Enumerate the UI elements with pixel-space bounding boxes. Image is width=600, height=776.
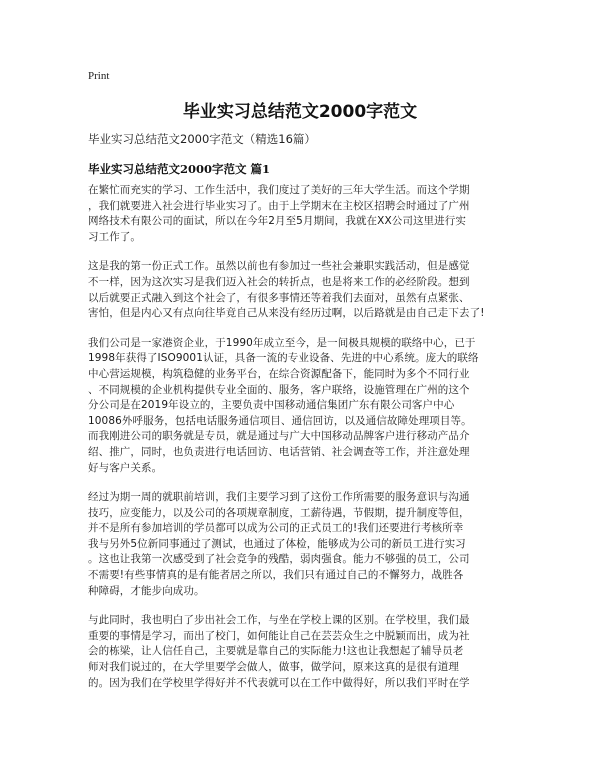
text-line: 1998年获得了ISO9001认证，具备一流的专业设备、先进的中心系统。庞大的联络 (88, 352, 479, 365)
document-subtitle: 毕业实习总结范文2000字范文（精选16篇） (88, 132, 316, 146)
paragraph-2 (88, 259, 514, 321)
text-line: ，我们就要进入社会进行毕业实习了。由于上学期末在主校区招聘会时通过了广州 (88, 199, 470, 212)
text-line: 并不是所有参加培训的学员都可以成为公司的正式员工的!我们还要进行考核所幸 (88, 522, 464, 535)
text-line: 10086外呼服务，包括电话服务通信项目、通信回访，以及通信故障处理项目等。 (88, 414, 472, 427)
paragraph-3 (88, 336, 514, 476)
text-line: 与此同时，我也明白了步出社会工作，与坐在学校上课的区别。在学校里，我们最 (88, 614, 470, 627)
text-line: 中心营运规模，构筑稳健的业务平台，在综合资源配备下，能同时为多个不同行业 (88, 367, 470, 380)
text-line: 在繁忙而充实的学习、工作生活中，我们度过了美好的三年大学生活。而这个学期 (88, 184, 470, 196)
text-line: 技巧，应变能力，以及公司的各项规章制度，工薪待遇，节假期，提升制度等但， (88, 506, 470, 519)
text-line: 经过为期一周的就职前培训，我们主要学习到了这份工作所需要的服务意识与沟通 (88, 491, 470, 504)
text-line: 分公司是在2019年设立的，主要负责中国移动通信集团广东有限公司客户中心 (88, 399, 455, 412)
text-line: 网络技术有限公司的面试，所以在今年2月至5月期间，我就在XX公司这里进行实 (88, 215, 466, 228)
article-body (88, 183, 514, 705)
text-line: 以后就要正式融入到这个社会了，有很多事情还等着我们去面对，虽然有点紧张、 (88, 291, 470, 304)
text-line: 种障碍，才能步向成功。 (88, 584, 205, 597)
text-line: 而我刚进公司的职务就是专员，就是通过与广大中国移动品牌客户进行移动产品介 (88, 430, 470, 443)
text-line: 会的栋梁，让人信任自己，主要就是靠自己的实际能力!这也让我想起了辅导员老 (88, 645, 464, 658)
text-line: 重要的事情是学习，而出了校门，如何能让自己在芸芸众生之中脱颖而出，成为社 (88, 629, 470, 642)
paragraph-4 (88, 490, 514, 599)
paragraph-5 (88, 613, 514, 691)
text-line: 绍、推广，同时，也负责进行电话回访、电话营销、社会调查等工作，并注意处理 (88, 445, 470, 458)
text-line: 、不同规模的企业机构提供专业全面的、服务，客户联络，设施管理在广州的这个 (88, 383, 470, 396)
text-line: 害怕，但是内心又有点向往毕竟自己从来没有经历过啊，以后路就是由自己走下去了! (88, 307, 485, 320)
document-title: 毕业实习总结范文2000字范文 (182, 102, 418, 122)
text-line: 好与客户关系。 (88, 461, 163, 474)
text-line: 我们公司是一家港资企业，于1990年成立至今，是一间极具规模的联络中心，已于 (88, 336, 476, 349)
text-line: 我与另外5位新同事通过了测试，也通过了体检，能够成为公司的新员工进行实习 (88, 537, 466, 550)
paragraph-1 (88, 183, 514, 245)
print-label: Print (88, 70, 110, 82)
text-line: 习工作了。 (88, 230, 141, 243)
text-line: 不一样，因为这次实习是我们迈入社会的转折点，也是将来工作的必经阶段。想到 (88, 275, 470, 288)
text-line: 的。因为我们在学校里学得好并不代表就可以在工作中做得好，所以我们平时在学 (88, 676, 470, 689)
text-line: 不需要!有些事情真的是有能者居之所以，我们只有通过自己的不懈努力，战胜各 (88, 569, 464, 582)
text-line: 这是我的第一份正式工作。虽然以前也有参加过一些社会兼职实践活动，但是感觉 (88, 260, 470, 273)
text-line: 师对我们说过的，在大学里要学会做人，做事，做学问，原来这真的是很有道理 (88, 661, 459, 674)
section-heading: 毕业实习总结范文2000字范文 篇1 (88, 162, 271, 176)
text-line: 。这也让我第一次感受到了社会竞争的残酷，弱肉强食。能力不够强的员工，公司 (88, 553, 470, 566)
